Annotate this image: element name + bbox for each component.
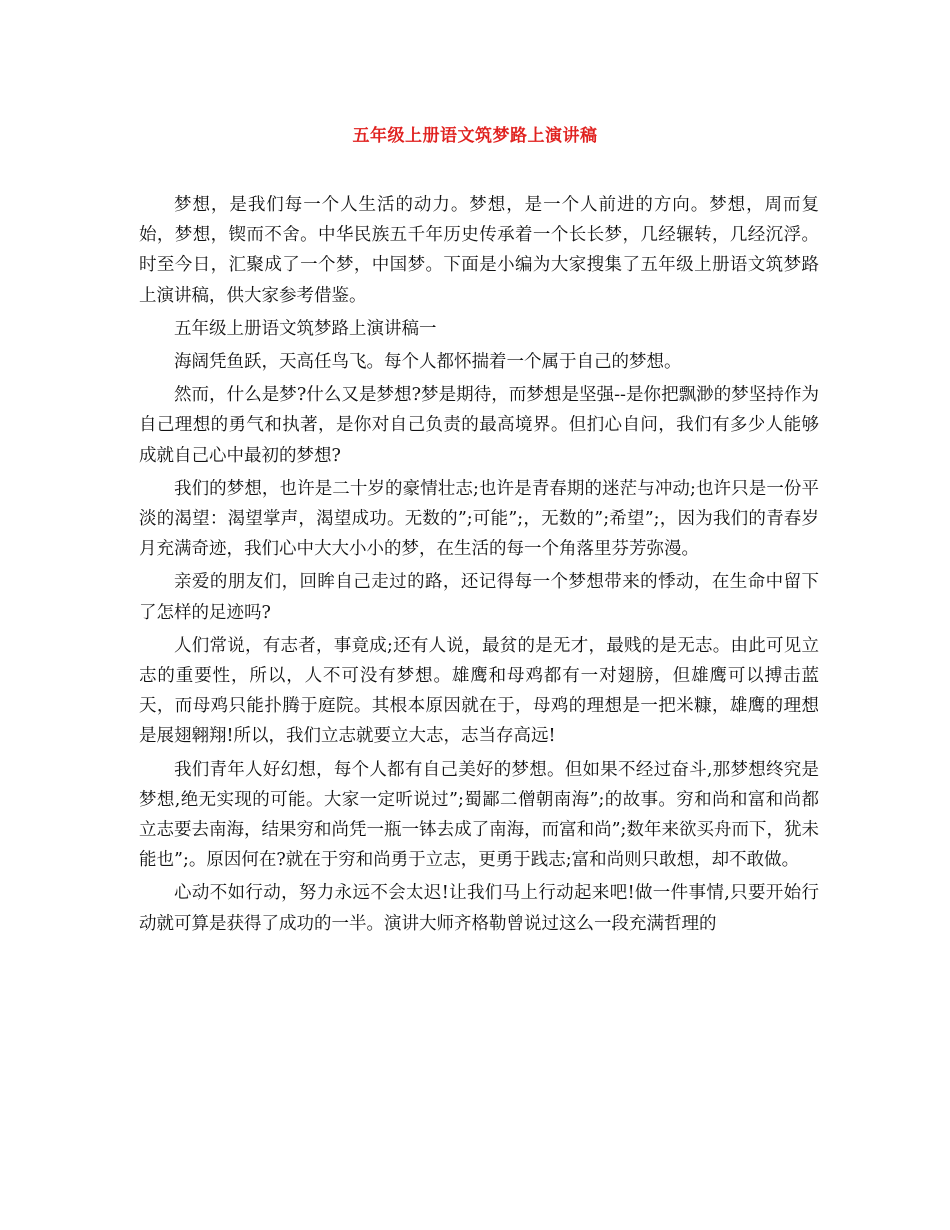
paragraph: 亲爱的朋友们，回眸自己走过的路，还记得每一个梦想带来的悸动，在生命中留下了怎样的足迹吗?	[139, 572, 819, 623]
paragraph: 然而，什么是梦?什么又是梦想?梦是期待，而梦想是坚强--是你把飘渺的梦坚持作为自己理想的勇气和执著，是你对自己负责的最高境界。但扪心自问，我们有多少人能够成就自己心中最初的梦想?	[139, 385, 819, 466]
paragraph: 我们青年人好幻想，每个人都有自己美好的梦想。但如果不经过奋斗,那梦想终究是梦想,绝无实现的可能。大家一定听说过”;蜀鄙二僧朝南海”;的故事。穷和尚和富和尚都立志要去南海，结果穷和尚凭一瓶一钵去成了南海，而富和尚”;数年来欲买舟而下，犹未能也”;。原因何在?就在于穷和尚勇于立志，更勇于践志;富和尚则只敢想，却不敢做。	[139, 759, 819, 871]
paragraph-intro: 梦想，是我们每一个人生活的动力。梦想，是一个人前进的方向。梦想，周而复始，梦想，锲而不舍。中华民族五千年历史传承着一个长长梦，几经辗转，几经沉浮。时至今日，汇聚成了一个梦，中国梦。下面是小编为大家搜集了五年级上册语文筑梦路上演讲稿，供大家参考借鉴。	[139, 195, 819, 306]
paragraph: 人们常说，有志者，事竟成;还有人说，最贫的是无才，最贱的是无志。由此可见立志的重要性，所以，人不可没有梦想。雄鹰和母鸡都有一对翅膀，但雄鹰可以搏击蓝天，而母鸡只能扑腾于庭院。其根本原因就在于，母鸡的理想是一把米糠，雄鹰的理想是展翅翱翔!所以，我们立志就要立大志，志当存高远!	[139, 635, 819, 747]
document-title: 五年级上册语文筑梦路上演讲稿	[352, 126, 598, 146]
paragraph: 海阔凭鱼跃，天高任鸟飞。每个人都怀揣着一个属于自己的梦想。	[174, 352, 682, 373]
paragraph: 心动不如行动，努力永远不会太迟!让我们马上行动起来吧!做一件事情,只要开始行动就可算是获得了成功的一半。演讲大师齐格勒曾说过这么一段充满哲理的	[139, 883, 819, 934]
paragraph-section-heading: 五年级上册语文筑梦路上演讲稿一	[174, 318, 437, 339]
document-body	[139, 190, 819, 942]
paragraph: 我们的梦想，也许是二十岁的豪情壮志;也许是青春期的迷茫与冲动;也许只是一份平淡的渴望：渴望掌声，渴望成功。无数的”;可能”;，无数的”;希望”;，因为我们的青春岁月充满奇迹，我们心中大大小小的梦，在生活的每一个角落里芬芳弥漫。	[139, 478, 819, 560]
